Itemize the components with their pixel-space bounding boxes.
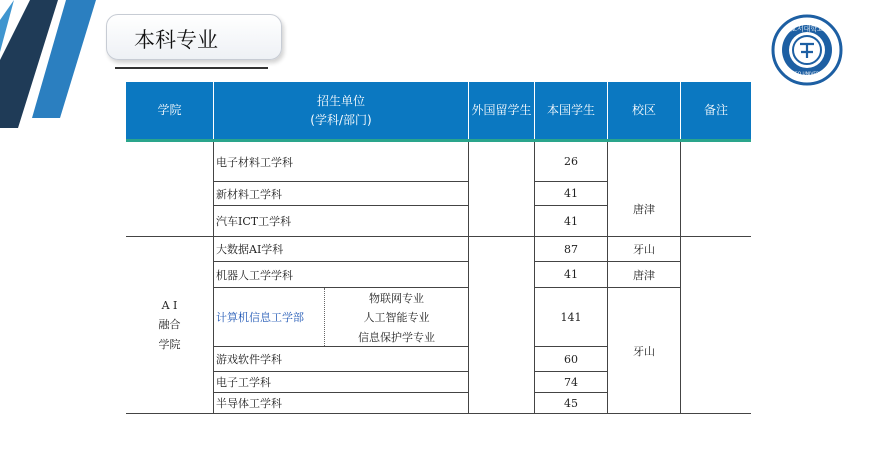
table-cell-count: 141 <box>560 310 582 324</box>
table-cell-unit: 大数据AI学科 <box>216 243 284 256</box>
header-unit <box>214 82 469 139</box>
table-cell-college <box>126 237 213 413</box>
department-link[interactable]: 计算机信息工学部 <box>216 311 304 324</box>
table-cell-unit: 汽车ICT工学科 <box>216 215 292 228</box>
table-cell-count: 26 <box>564 155 578 168</box>
table-cell-count: 74 <box>564 375 578 389</box>
table-cell-count: 41 <box>564 214 578 228</box>
table-cell-count: 41 <box>564 268 578 281</box>
grid-line <box>126 413 751 414</box>
major-item: 物联网专业 <box>369 291 424 305</box>
table-cell-unit: 游戏软件学科 <box>216 353 282 366</box>
grid-line <box>468 142 469 414</box>
title-underline <box>115 67 268 69</box>
header-college: 学院 <box>126 82 214 139</box>
table-cell-campus: 牙山 <box>633 344 655 358</box>
slide-title-box <box>106 14 282 60</box>
table-cell-count: 60 <box>564 352 578 366</box>
major-item: 人工智能专业 <box>363 311 430 324</box>
grid-line <box>680 142 681 414</box>
table-cell-campus: 唐津 <box>633 203 655 216</box>
major-item: 信息保护学专业 <box>358 330 435 344</box>
table-cell-count: 87 <box>564 242 578 256</box>
header-foreign: 外国留学生 <box>469 82 535 139</box>
table-cell-unit: 机器人工学学科 <box>216 268 293 282</box>
table-cell-count: 45 <box>564 396 578 410</box>
header-unit-line1: 招生单位 <box>316 93 365 108</box>
slide-title: 本科专业 <box>134 28 218 52</box>
admissions-table <box>126 82 751 414</box>
table-cell-count: 41 <box>564 187 578 200</box>
logo-text-bottom: HOSEO UNIVERSITY <box>785 72 829 77</box>
table-cell-unit: 电子工学科 <box>216 376 271 389</box>
table-cell-campus: 牙山 <box>633 243 655 256</box>
header-campus: 校区 <box>608 82 681 139</box>
header-domestic: 本国学生 <box>535 82 608 139</box>
table-cell-campus: 唐津 <box>633 268 655 282</box>
college-line: 融合 <box>158 318 181 332</box>
table-cell-unit: 半导体工学科 <box>216 397 282 410</box>
table-cell-unit: 新材料工学科 <box>216 187 282 201</box>
college-line: A I <box>161 299 178 313</box>
university-seal-icon <box>771 14 843 86</box>
header-remark: 备注 <box>681 82 751 139</box>
logo-text-top: 호서대학교 <box>790 25 824 33</box>
table-cell-unit: 电子材料工学科 <box>216 155 293 169</box>
decorative-slashes <box>0 0 110 130</box>
college-line: 学院 <box>158 337 181 351</box>
header-unit-line2: (学科/部门) <box>310 112 372 127</box>
